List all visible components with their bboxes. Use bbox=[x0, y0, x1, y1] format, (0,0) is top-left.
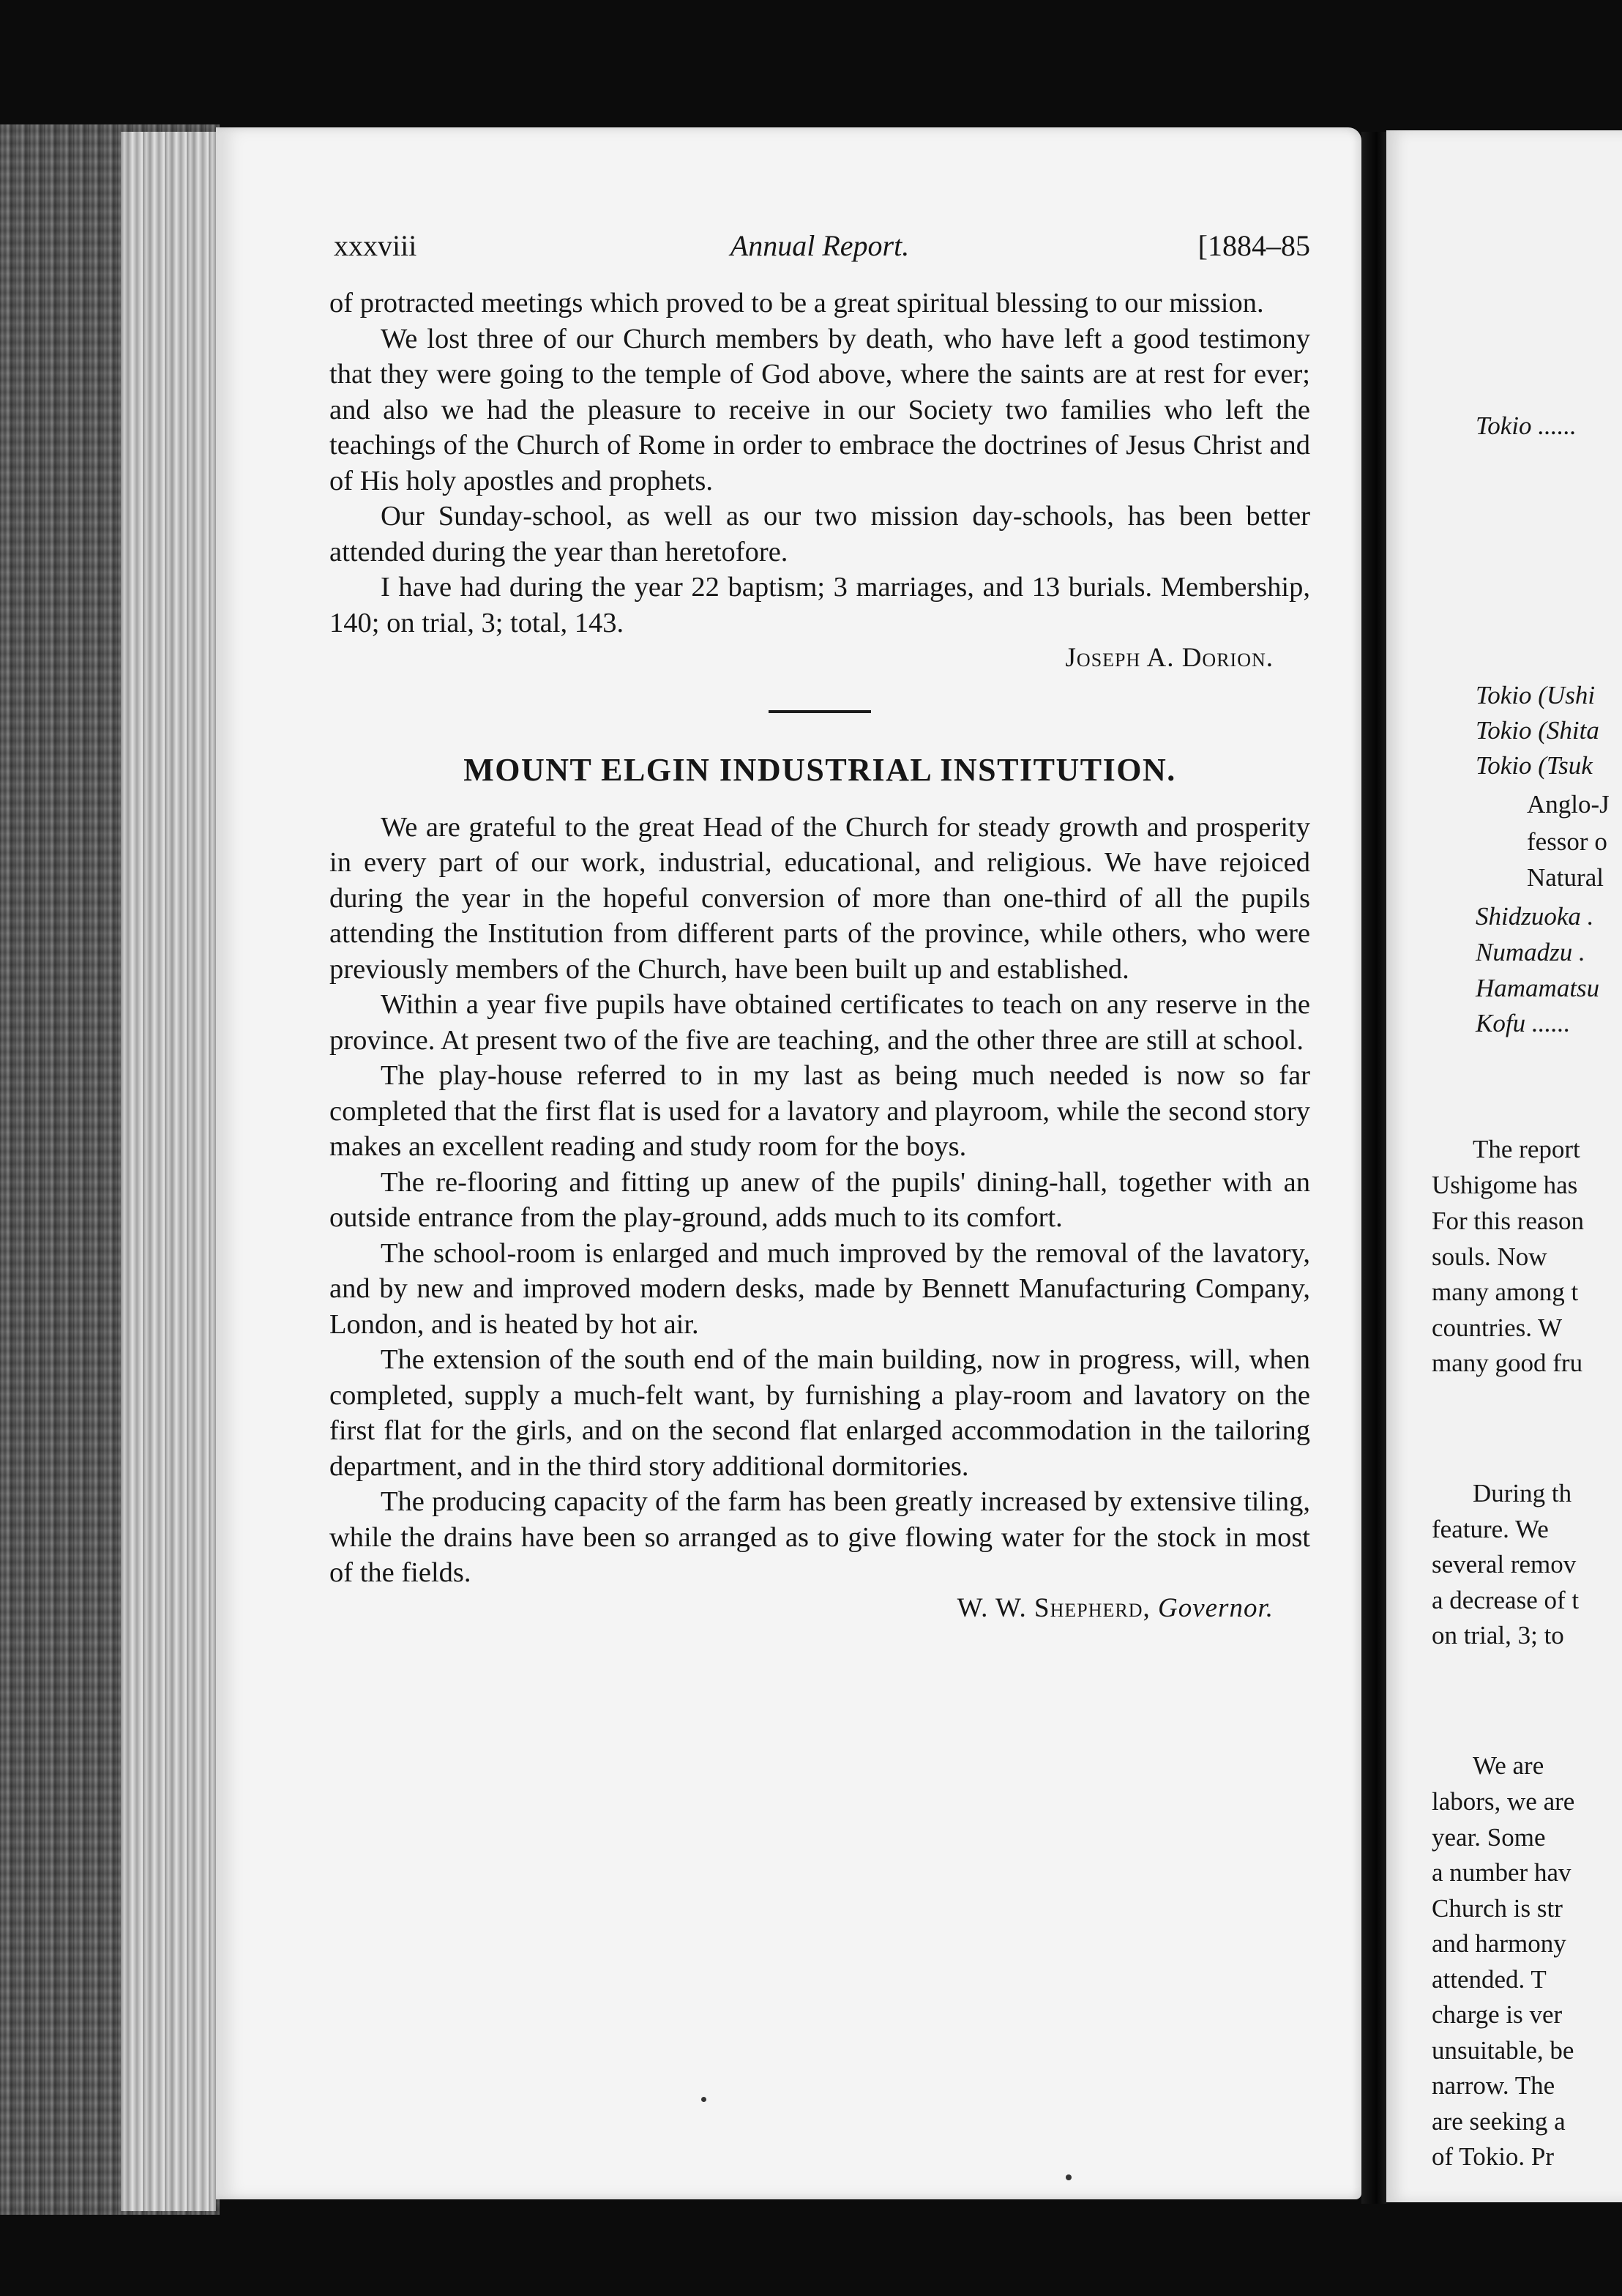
paragraph: We lost three of our Church members by death, who have left a good testimony that they were going to the temple of God above, where the saints are at rest for ever; and also we had the pleasure to receive in our Society two families who left the teachings of the Church of Rome in order to embrace the doctrines of Jesus Christ and of His holy apostles and prophets. bbox=[329, 323, 1310, 496]
facing-line: Shidzuoka . bbox=[1476, 902, 1594, 931]
signature: Joseph A. Dorion. bbox=[1065, 643, 1274, 673]
paragraph: I have had during the year 22 baptism; 3 marriages, and 13 burials. Membership, 140; on trial, 3; total, 143. bbox=[329, 572, 1310, 638]
facing-line: several remov bbox=[1432, 1550, 1577, 1578]
facing-line: We are bbox=[1473, 1751, 1544, 1780]
page-number: xxxviii bbox=[334, 229, 417, 262]
facing-line: Tokio ...... bbox=[1476, 411, 1577, 440]
facing-line: many good fru bbox=[1432, 1349, 1583, 1377]
facing-line: narrow. The bbox=[1432, 2071, 1555, 2100]
year-range: [1884–85 bbox=[1197, 229, 1310, 262]
facing-line: For this reason bbox=[1432, 1207, 1585, 1235]
facing-line: attended. T bbox=[1432, 1965, 1547, 1994]
facing-line: The report bbox=[1473, 1135, 1580, 1163]
paragraph: The school-room is enlarged and much improved by the removal of the lavatory, and by new and improved modern desks, made by Bennett Manufacturing Company, London, and is heated by hot air. bbox=[329, 1237, 1310, 1340]
page-edge-strips bbox=[121, 132, 216, 2211]
institution-report bbox=[329, 810, 1310, 1627]
facing-line: are seeking a bbox=[1432, 2107, 1566, 2136]
signature-title: Governor. bbox=[1157, 1592, 1274, 1623]
facing-line: fessor o bbox=[1527, 827, 1607, 856]
paragraph: The play-house referred to in my last as being much needed is now so far completed that the first flat is used for a lavatory and playroom, while the second story makes an excellent reading and study room for the boys. bbox=[329, 1060, 1310, 1162]
facing-line: year. Some bbox=[1432, 1823, 1546, 1852]
facing-line: Ushigome has bbox=[1432, 1171, 1578, 1199]
facing-line: and harmony bbox=[1432, 1929, 1566, 1958]
signature-name: W. W. Shepherd, bbox=[957, 1592, 1151, 1623]
facing-line: Hamamatsu bbox=[1476, 974, 1600, 1002]
facing-line: a decrease of t bbox=[1432, 1586, 1580, 1614]
facing-line: charge is ver bbox=[1432, 2000, 1563, 2029]
book-gutter bbox=[1361, 132, 1386, 2204]
facing-line: Numadzu . bbox=[1476, 938, 1585, 966]
facing-line: Tokio (Tsuk bbox=[1476, 751, 1593, 780]
facing-line: souls. Now bbox=[1432, 1242, 1547, 1271]
paragraph: The re-flooring and fitting up anew of the pupils' dining-hall, together with an outside entrance from the play-ground, adds much to its comfort. bbox=[329, 1166, 1310, 1233]
section-divider bbox=[769, 710, 871, 713]
facing-line: labors, we are bbox=[1432, 1787, 1575, 1816]
facing-line: Tokio (Shita bbox=[1476, 716, 1599, 745]
section-heading: MOUNT ELGIN INDUSTRIAL INSTITUTION. bbox=[463, 751, 1176, 788]
signature bbox=[329, 1591, 1310, 1627]
facing-line: feature. We bbox=[1432, 1515, 1549, 1543]
paragraph: We are grateful to the great Head of the Church for steady growth and prosperity in every part of our work, industrial, educational, and religious. We have rejoiced during the year in the hopeful conversion of more than one-third of all the pupils attending the Institution from different parts of the province, while others, who were previously members of the Church, have been built up and established. bbox=[329, 811, 1310, 985]
facing-line: Anglo-J bbox=[1527, 790, 1610, 819]
paragraph: The extension of the south end of the main building, now in progress, will, when completed, supply a much-felt want, by furnishing a play-room and lavatory on the first flat for the girls, and on the second flat enlarged accommodation in the tailoring department, and in the third story additional dormitories. bbox=[329, 1344, 1310, 1482]
report-continuation bbox=[329, 286, 1310, 676]
print-speck bbox=[1066, 2174, 1072, 2180]
print-speck bbox=[701, 2097, 706, 2102]
paragraph: of protracted meetings which proved to be a great spiritual blessing to our mission. bbox=[329, 288, 1264, 318]
paragraph: Our Sunday-school, as well as our two mission day-schools, has been better attended during the year than heretofore. bbox=[329, 501, 1310, 567]
page-title: Annual Report. bbox=[730, 229, 910, 262]
paragraph: Within a year five pupils have obtained certificates to teach on any reserve in the province. At present two of the five are teaching, and the other three are still at school. bbox=[329, 989, 1310, 1056]
facing-line: Natural bbox=[1527, 863, 1604, 892]
page-text-block bbox=[329, 220, 1310, 1626]
facing-line: countries. W bbox=[1432, 1313, 1563, 1342]
facing-page bbox=[1386, 130, 1622, 2202]
facing-line: of Tokio. Pr bbox=[1432, 2142, 1555, 2171]
facing-line: Kofu ...... bbox=[1476, 1009, 1571, 1037]
facing-line: on trial, 3; to bbox=[1432, 1621, 1564, 1650]
paragraph: The producing capacity of the farm has been greatly increased by extensive tiling, while the drains have been so arranged as to give flowing water for the stock in most of the fields. bbox=[329, 1486, 1310, 1588]
running-head bbox=[329, 220, 1310, 286]
facing-line: unsuitable, be bbox=[1432, 2036, 1574, 2065]
facing-line: a number hav bbox=[1432, 1858, 1571, 1887]
facing-line: many among t bbox=[1432, 1278, 1579, 1306]
facing-line: Tokio (Ushi bbox=[1476, 681, 1596, 709]
facing-line: During th bbox=[1473, 1479, 1572, 1507]
facing-line: Church is str bbox=[1432, 1894, 1563, 1923]
